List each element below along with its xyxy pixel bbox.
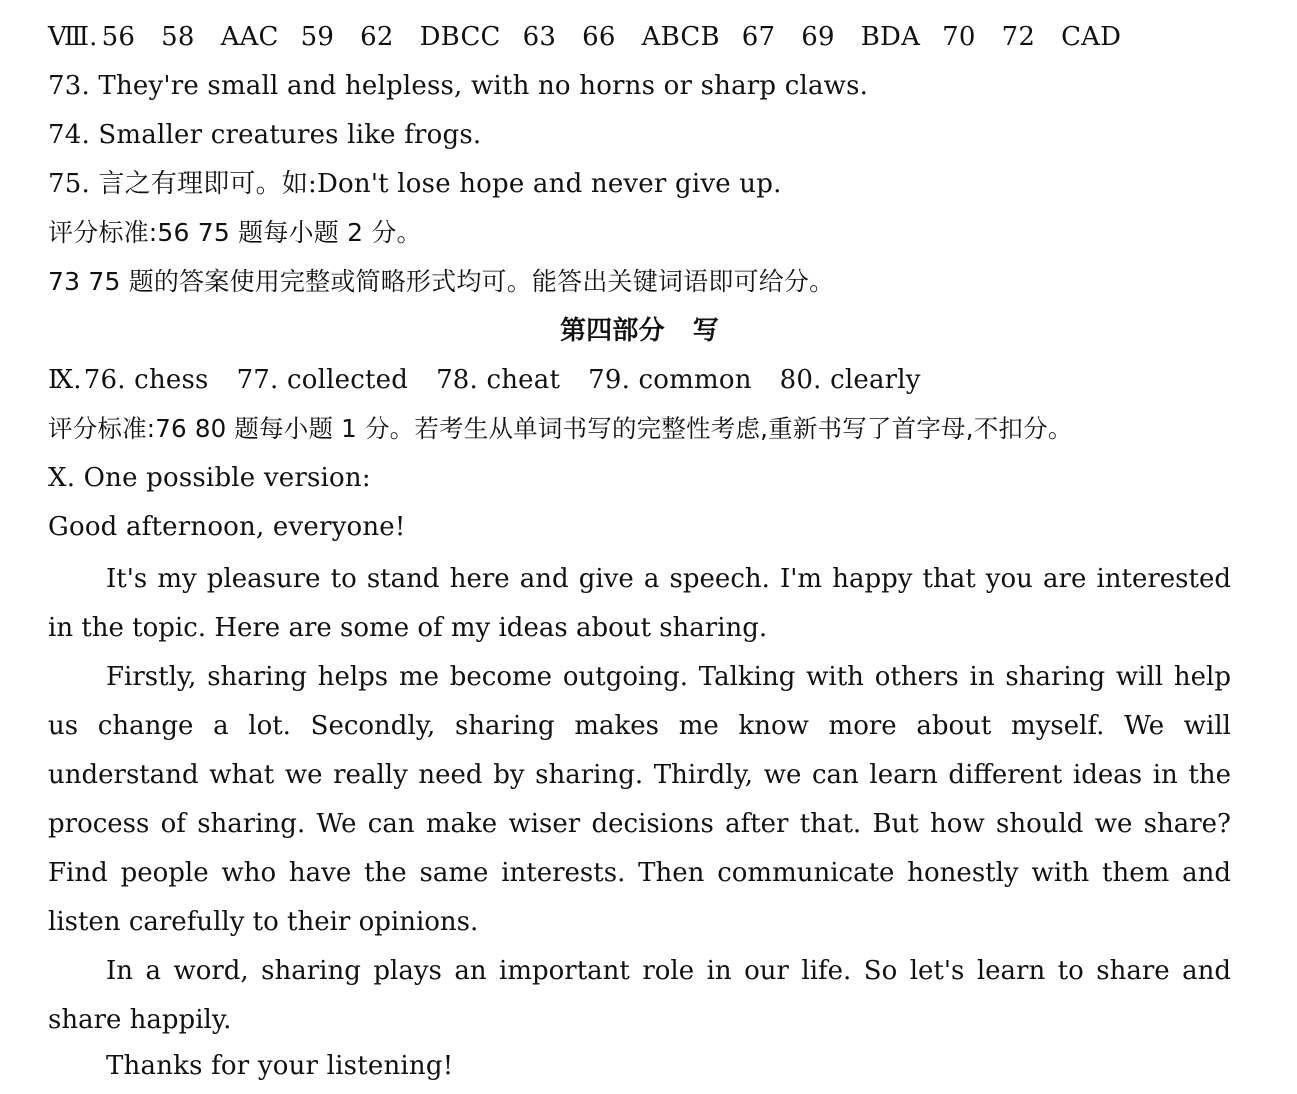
essay-paragraph: Firstly, sharing helps me become outgoing. Talking with others in sharing will help us change a lot. Secondly, sharing makes me know more about myself. We will understand what we really need by sharing. Thirdly, we can learn different ideas in the process of sharing. We can make wiser decisions after that. But how should we share? Find people who have the same interests. Then communicate honestly with them and listen carefully to their opinions. (48, 662, 1231, 937)
answer-item: BDA (860, 22, 921, 52)
answer-item: 72 (1001, 22, 1036, 52)
answer-item: 78. cheat (436, 365, 561, 395)
answer-74: 74. Smaller creatures like frogs. (48, 120, 482, 150)
scoring-note-2: 73 75 题的答案使用完整或简略形式均可。能答出关键词语即可给分。 (48, 267, 835, 296)
essay-body (48, 555, 1231, 1045)
essay-paragraph: It's my pleasure to stand here and give a speech. I'm happy that you are interested in the topic. Here are some of my ideas about sharing. (48, 564, 1231, 643)
part-4-heading (48, 310, 1231, 359)
answer-item: 58 (161, 22, 195, 52)
scoring-note-3: 评分标准:76 80 题每小题 1 分。若考生从单词书写的完整性考虑,重新书写了首字母,不扣分。 (48, 414, 1073, 443)
essay-paragraph: In a word, sharing plays an important role in our life. So let's learn to share and share happily. (48, 956, 1231, 1035)
essay-closing: Thanks for your listening! (106, 1051, 454, 1081)
answer-item: 56 (101, 22, 136, 52)
answer-item: 77. collected (236, 365, 409, 395)
answer-item: DBCC (419, 22, 501, 52)
scoring-note-1: 评分标准:56 75 题每小题 2 分。 (48, 218, 422, 247)
part-4-subtitle: 写 (692, 316, 719, 346)
answer-75: 75. 言之有理即可。如:Don't lose hope and never give up. (48, 169, 782, 199)
answer-item: 66 (582, 22, 616, 52)
section-10-header: Ⅹ. One possible version: (48, 463, 371, 493)
section-9-prefix: Ⅸ. (48, 365, 82, 395)
answer-item: 76. chess (83, 365, 209, 395)
section-8-prefix: Ⅷ. (48, 22, 98, 52)
answer-item: ABCB (641, 22, 720, 52)
essay-greeting: Good afternoon, everyone! (48, 512, 406, 542)
answer-item: CAD (1061, 22, 1122, 52)
answer-73: 73. They're small and helpless, with no horns or sharp claws. (48, 71, 869, 101)
answer-item: AAC (220, 22, 279, 52)
answer-item: 62 (360, 22, 394, 52)
answer-item: 79. common (588, 365, 752, 395)
answer-item: 59 (300, 22, 335, 52)
answer-item: 80. clearly (779, 365, 921, 395)
answer-item: 69 (801, 22, 835, 52)
answer-item: 67 (741, 22, 776, 52)
answer-item: 63 (522, 22, 557, 52)
answer-key-page (48, 16, 1231, 1094)
section-8-answers (48, 16, 1231, 65)
part-4-title: 第四部分 (559, 316, 665, 346)
section-9-answers (48, 359, 1231, 408)
answer-item: 70 (942, 22, 976, 52)
